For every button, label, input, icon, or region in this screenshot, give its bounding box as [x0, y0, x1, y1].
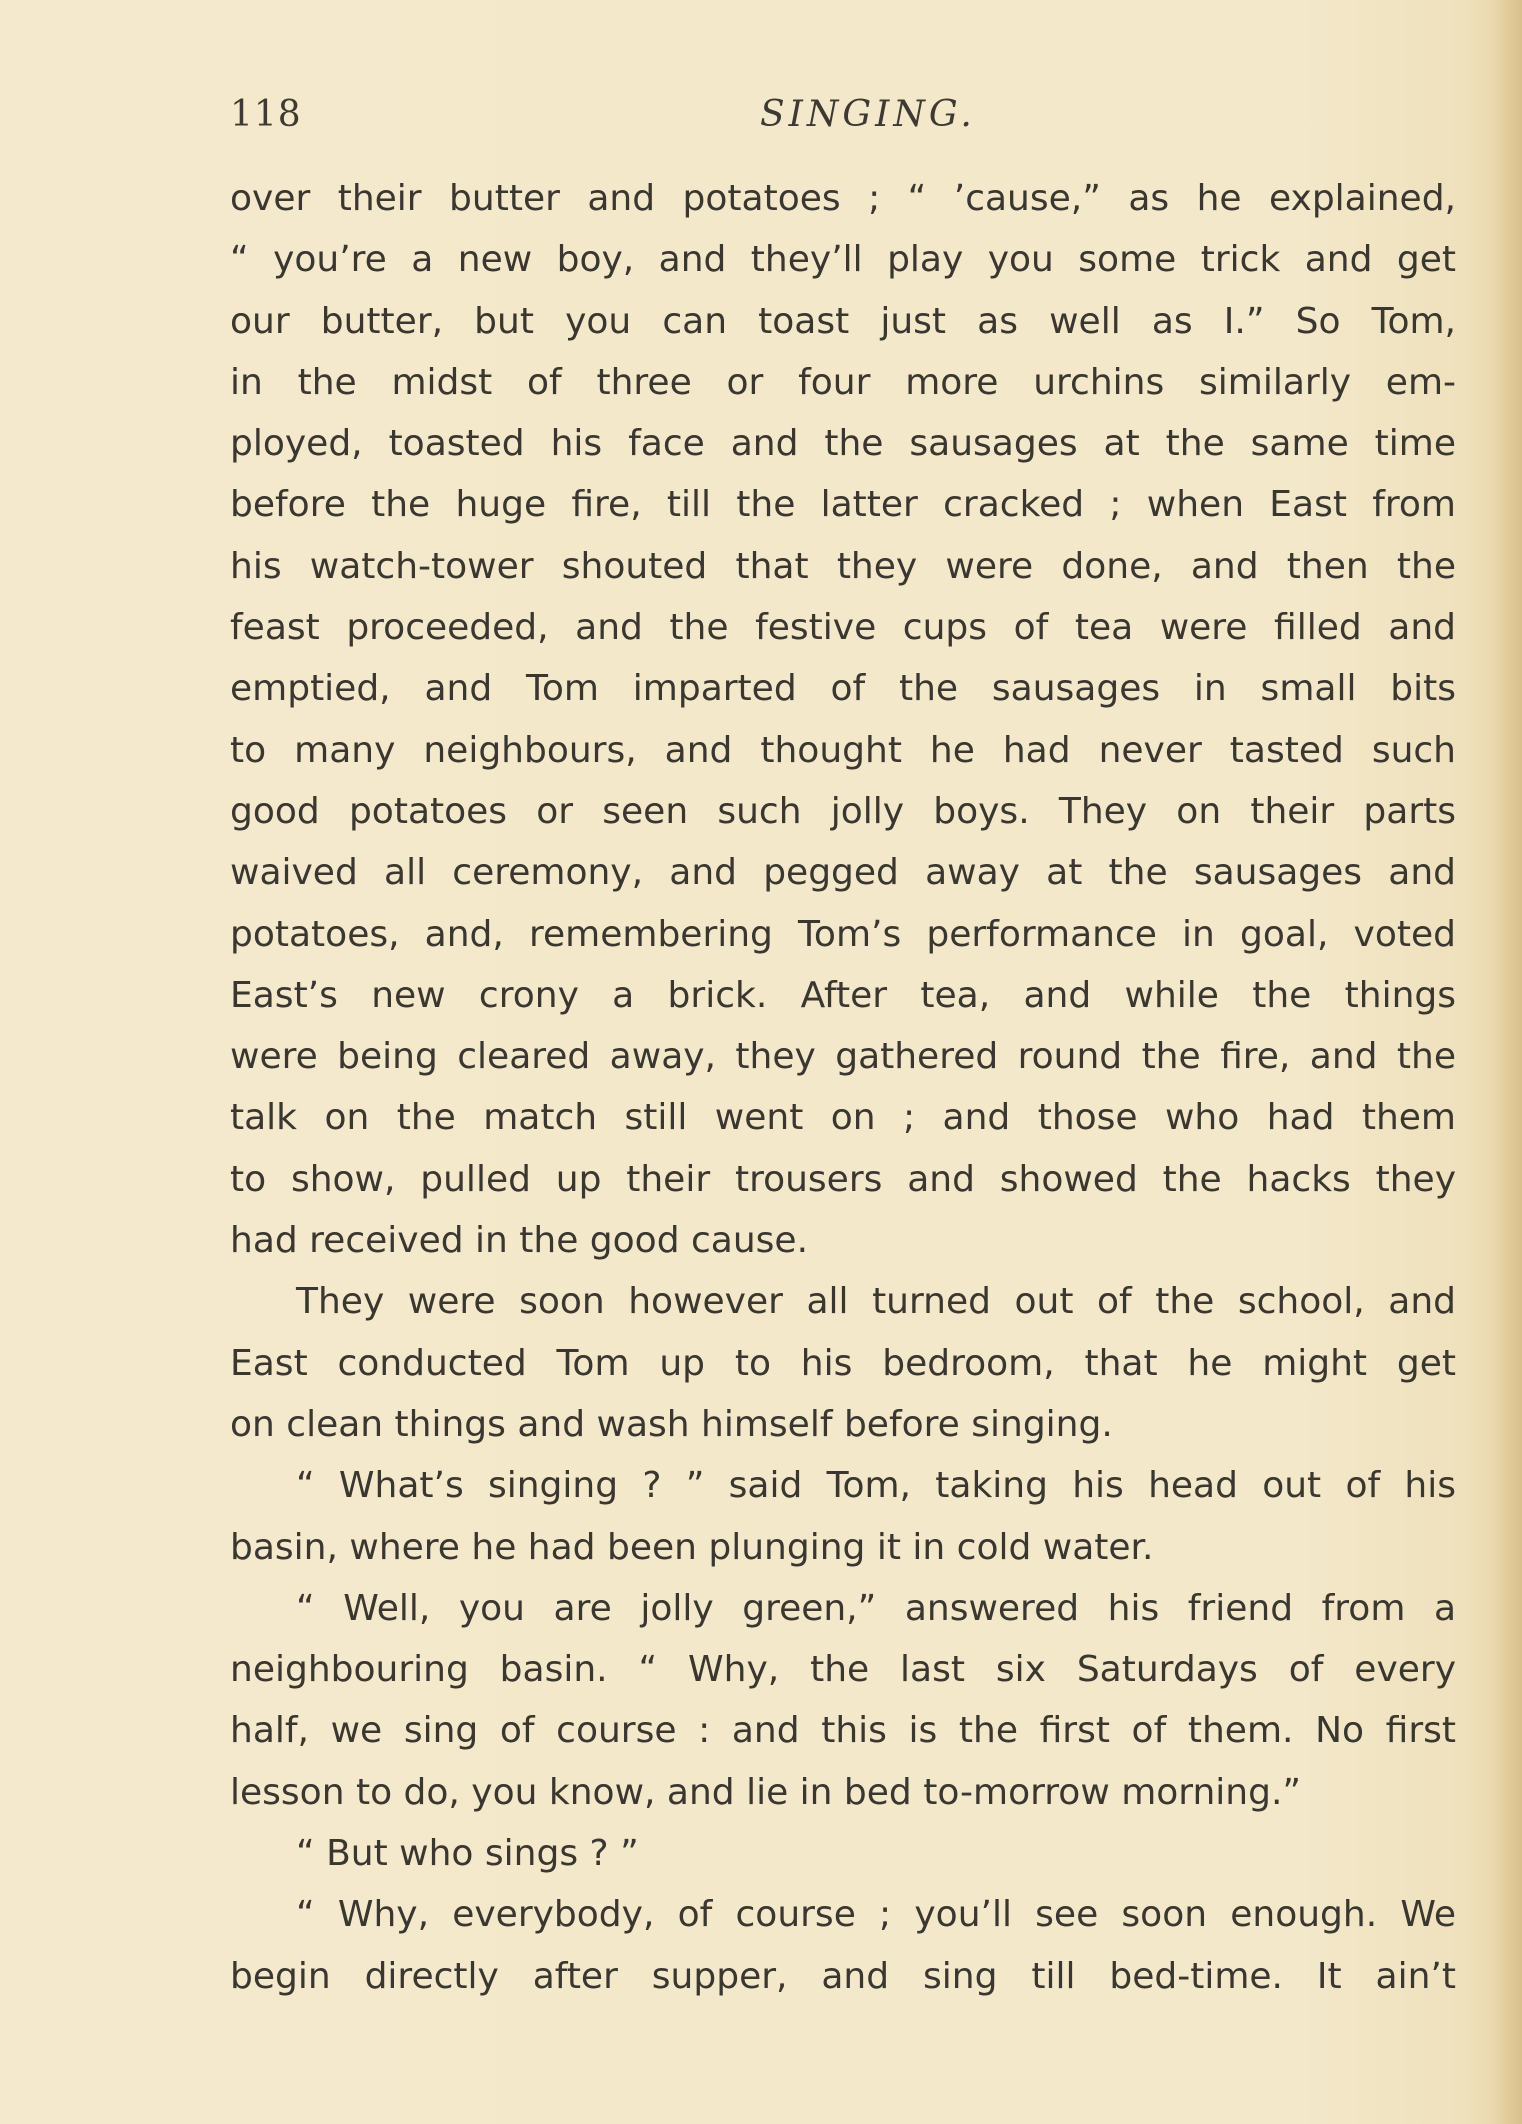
text-line: good potatoes or seen such jolly boys. They on their parts [230, 790, 1456, 832]
text-line: ployed, toasted his face and the sausages at the same time [230, 423, 1456, 465]
text-line: “ Well, you are jolly green,” answered his friend from a [296, 1587, 1456, 1629]
text-line: neighbouring basin. “ Why, the last six Saturdays of every [230, 1649, 1456, 1691]
text-line: to many neighbours, and thought he had never tasted such [230, 729, 1456, 771]
text-line: to show, pulled up their trousers and showed the hacks they [230, 1158, 1456, 1200]
text-line: waived all ceremony, and pegged away at the sausages and [230, 852, 1456, 894]
text-line: emptied, and Tom imparted of the sausages in small bits [230, 668, 1456, 710]
text-line: lesson to do, you know, and lie in bed to-morrow morning.” [230, 1771, 1302, 1813]
text-line: were being cleared away, they gathered round the fire, and the [230, 1036, 1456, 1078]
text-line: “ you’re a new boy, and they’ll play you some trick and get [230, 239, 1456, 281]
text-line: basin, where he had been plunging it in cold water. [230, 1526, 1154, 1568]
text-line: East conducted Tom up to his bedroom, that he might get [230, 1342, 1456, 1384]
text-line: on clean things and wash himself before singing. [230, 1403, 1113, 1445]
text-line: begin directly after supper, and sing till bed-time. It ain’t [230, 1955, 1456, 1997]
text-line: They were soon however all turned out of the school, and [296, 1281, 1456, 1323]
text-line: had received in the good cause. [230, 1220, 809, 1262]
running-title: SINGING. [760, 94, 976, 135]
page-edge-shadow [1492, 0, 1522, 2124]
body-text [230, 168, 1456, 2007]
text-line: his watch-tower shouted that they were done, and then the [230, 545, 1456, 587]
text-line: over their butter and potatoes ; “ ’cause,” as he explained, [230, 178, 1456, 219]
text-line: our butter, but you can toast just as well as I.” So Tom, [230, 300, 1456, 342]
text-line: “ What’s singing ? ” said Tom, taking his head out of his [296, 1465, 1456, 1507]
text-line: feast proceeded, and the festive cups of tea were filled and [230, 607, 1456, 649]
page-number: 118 [230, 94, 302, 135]
running-head [230, 94, 1450, 154]
text-line: potatoes, and, remembering Tom’s performance in goal, voted [230, 913, 1456, 955]
text-line: before the huge fire, till the latter cracked ; when East from [230, 484, 1456, 526]
text-line: half, we sing of course : and this is the first of them. No first [230, 1710, 1456, 1752]
text-line: talk on the match still went on ; and those who had them [230, 1097, 1456, 1139]
text-line: “ Why, everybody, of course ; you’ll see soon enough. We [296, 1894, 1456, 1936]
text-line: “ But who sings ? ” [296, 1833, 639, 1875]
text-line: East’s new crony a brick. After tea, and while the things [230, 974, 1456, 1016]
text-line: in the midst of three or four more urchins similarly em- [230, 361, 1456, 403]
